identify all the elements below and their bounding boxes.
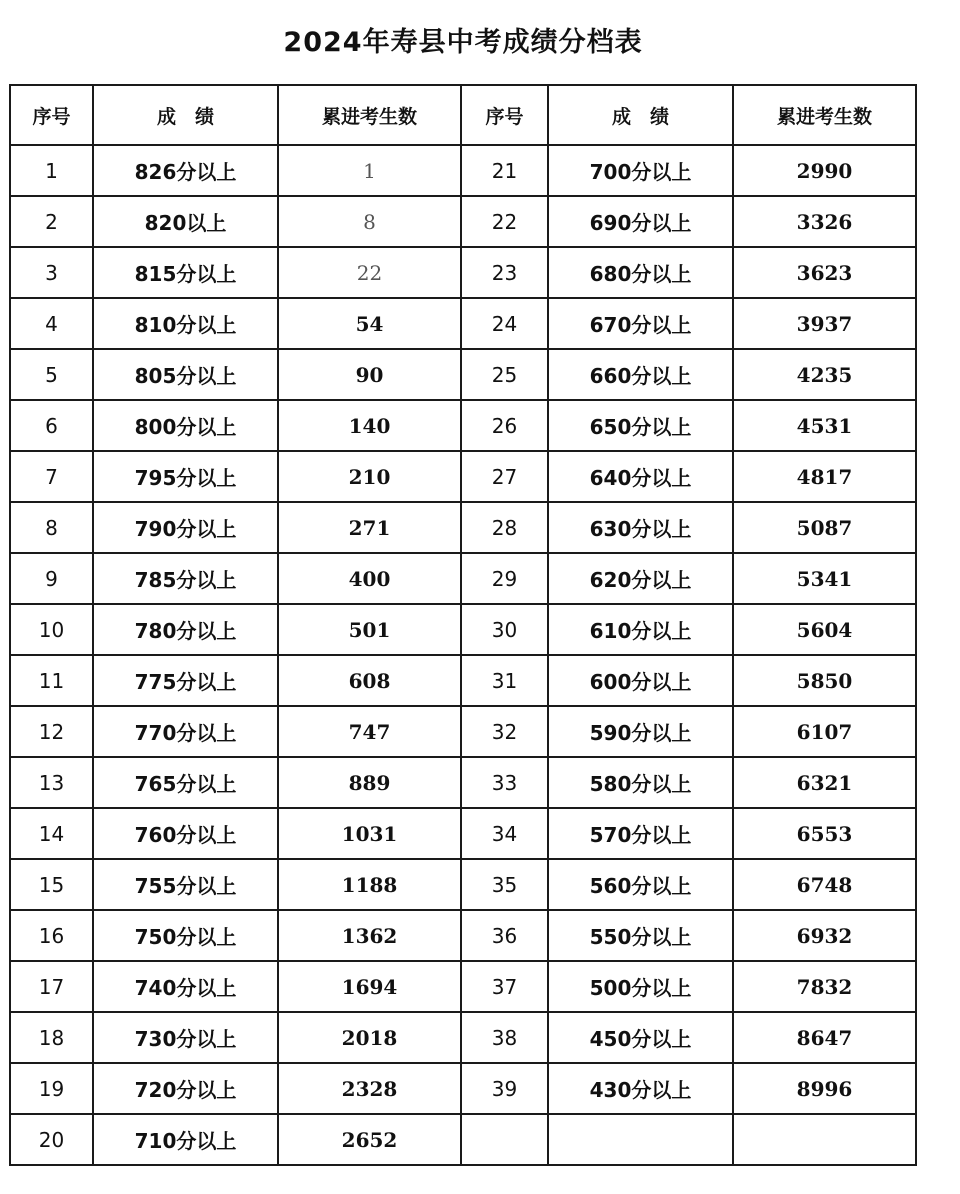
header-seq-right: 序号	[461, 85, 548, 145]
cell-count-right: 7832	[733, 961, 916, 1012]
cell-seq-left: 18	[10, 1012, 93, 1063]
cell-count-left: 2018	[278, 1012, 461, 1063]
cell-seq-left: 11	[10, 655, 93, 706]
cell-count-right: 3326	[733, 196, 916, 247]
table-row	[10, 859, 916, 910]
table-row	[10, 196, 916, 247]
cell-score-right: 630分以上	[548, 502, 733, 553]
cell-count-right: 4531	[733, 400, 916, 451]
cell-score-left: 765分以上	[93, 757, 278, 808]
cell-score-left: 720分以上	[93, 1063, 278, 1114]
cell-count-right: 6748	[733, 859, 916, 910]
cell-count-left: 608	[278, 655, 461, 706]
header-count-left: 累进考生数	[278, 85, 461, 145]
table-row	[10, 502, 916, 553]
page-title: 2024年寿县中考成绩分档表	[283, 27, 643, 58]
table-row	[10, 400, 916, 451]
cell-seq-left: 7	[10, 451, 93, 502]
cell-count-left: 1362	[278, 910, 461, 961]
cell-seq-right: 26	[461, 400, 548, 451]
cell-score-right: 690分以上	[548, 196, 733, 247]
cell-seq-left: 13	[10, 757, 93, 808]
table-row	[10, 961, 916, 1012]
cell-seq-right: 31	[461, 655, 548, 706]
cell-seq-right: 35	[461, 859, 548, 910]
cell-score-right: 430分以上	[548, 1063, 733, 1114]
cell-score-right: 560分以上	[548, 859, 733, 910]
cell-seq-left: 12	[10, 706, 93, 757]
cell-seq-left: 4	[10, 298, 93, 349]
cell-score-left: 826分以上	[93, 145, 278, 196]
table-row	[10, 808, 916, 859]
cell-score-left: 800分以上	[93, 400, 278, 451]
header-count-right: 累进考生数	[733, 85, 916, 145]
cell-count-left: 1694	[278, 961, 461, 1012]
cell-score-right: 640分以上	[548, 451, 733, 502]
cell-score-left: 805分以上	[93, 349, 278, 400]
cell-score-right: 570分以上	[548, 808, 733, 859]
header-score-right: 成 绩	[548, 85, 733, 145]
table-row	[10, 247, 916, 298]
table-row	[10, 145, 916, 196]
cell-score-right: 670分以上	[548, 298, 733, 349]
table-row	[10, 553, 916, 604]
table-row	[10, 604, 916, 655]
cell-score-right: 450分以上	[548, 1012, 733, 1063]
cell-seq-right: 37	[461, 961, 548, 1012]
cell-count-left: 1	[278, 145, 461, 196]
cell-count-right: 6553	[733, 808, 916, 859]
empty-cell	[548, 1114, 733, 1165]
cell-score-left: 790分以上	[93, 502, 278, 553]
cell-count-right: 4817	[733, 451, 916, 502]
cell-count-left: 140	[278, 400, 461, 451]
cell-count-right: 5087	[733, 502, 916, 553]
cell-score-left: 750分以上	[93, 910, 278, 961]
cell-count-left: 8	[278, 196, 461, 247]
cell-count-left: 2652	[278, 1114, 461, 1165]
table-row	[10, 1012, 916, 1063]
cell-seq-left: 19	[10, 1063, 93, 1114]
cell-seq-right: 38	[461, 1012, 548, 1063]
cell-count-right: 3937	[733, 298, 916, 349]
cell-score-right: 650分以上	[548, 400, 733, 451]
cell-score-left: 820以上	[93, 196, 278, 247]
table-row	[10, 706, 916, 757]
cell-count-right: 6932	[733, 910, 916, 961]
table-row	[10, 1063, 916, 1114]
cell-seq-right: 24	[461, 298, 548, 349]
cell-score-left: 780分以上	[93, 604, 278, 655]
cell-count-right: 6321	[733, 757, 916, 808]
cell-seq-right: 29	[461, 553, 548, 604]
cell-count-right: 2990	[733, 145, 916, 196]
cell-score-right: 590分以上	[548, 706, 733, 757]
cell-seq-left: 9	[10, 553, 93, 604]
table-row	[10, 298, 916, 349]
cell-count-left: 22	[278, 247, 461, 298]
cell-score-right: 680分以上	[548, 247, 733, 298]
cell-seq-right: 27	[461, 451, 548, 502]
cell-score-left: 810分以上	[93, 298, 278, 349]
cell-score-left: 785分以上	[93, 553, 278, 604]
cell-count-right: 5850	[733, 655, 916, 706]
cell-count-right: 4235	[733, 349, 916, 400]
cell-score-left: 760分以上	[93, 808, 278, 859]
cell-seq-right: 25	[461, 349, 548, 400]
cell-seq-left: 14	[10, 808, 93, 859]
table-row	[10, 349, 916, 400]
cell-count-left: 747	[278, 706, 461, 757]
cell-count-left: 54	[278, 298, 461, 349]
cell-count-right: 8647	[733, 1012, 916, 1063]
empty-cell	[733, 1114, 916, 1165]
cell-seq-left: 20	[10, 1114, 93, 1165]
cell-score-right: 580分以上	[548, 757, 733, 808]
score-band-table	[9, 84, 917, 1166]
cell-score-left: 730分以上	[93, 1012, 278, 1063]
cell-count-left: 210	[278, 451, 461, 502]
cell-seq-left: 6	[10, 400, 93, 451]
cell-seq-right: 30	[461, 604, 548, 655]
cell-score-left: 770分以上	[93, 706, 278, 757]
cell-count-right: 6107	[733, 706, 916, 757]
cell-seq-right: 39	[461, 1063, 548, 1114]
cell-seq-right: 23	[461, 247, 548, 298]
cell-seq-left: 2	[10, 196, 93, 247]
cell-seq-left: 10	[10, 604, 93, 655]
cell-score-left: 795分以上	[93, 451, 278, 502]
cell-seq-left: 16	[10, 910, 93, 961]
cell-seq-left: 5	[10, 349, 93, 400]
table-row	[10, 655, 916, 706]
cell-score-right: 550分以上	[548, 910, 733, 961]
cell-score-left: 710分以上	[93, 1114, 278, 1165]
cell-seq-left: 15	[10, 859, 93, 910]
cell-count-left: 90	[278, 349, 461, 400]
cell-score-left: 775分以上	[93, 655, 278, 706]
cell-seq-left: 8	[10, 502, 93, 553]
cell-count-left: 2328	[278, 1063, 461, 1114]
cell-seq-right: 33	[461, 757, 548, 808]
cell-count-left: 1188	[278, 859, 461, 910]
cell-count-left: 889	[278, 757, 461, 808]
table-header-row	[10, 85, 916, 145]
cell-score-right: 610分以上	[548, 604, 733, 655]
cell-score-right: 620分以上	[548, 553, 733, 604]
cell-seq-left: 1	[10, 145, 93, 196]
cell-score-right: 660分以上	[548, 349, 733, 400]
cell-score-left: 755分以上	[93, 859, 278, 910]
cell-score-right: 600分以上	[548, 655, 733, 706]
cell-count-right: 5341	[733, 553, 916, 604]
cell-count-left: 400	[278, 553, 461, 604]
table-row	[10, 1114, 916, 1165]
cell-count-right: 5604	[733, 604, 916, 655]
cell-seq-left: 17	[10, 961, 93, 1012]
header-seq-left: 序号	[10, 85, 93, 145]
cell-seq-right: 22	[461, 196, 548, 247]
empty-cell	[461, 1114, 548, 1165]
cell-seq-right: 28	[461, 502, 548, 553]
cell-count-right: 3623	[733, 247, 916, 298]
table-row	[10, 757, 916, 808]
cell-count-right: 8996	[733, 1063, 916, 1114]
cell-count-left: 1031	[278, 808, 461, 859]
cell-seq-right: 32	[461, 706, 548, 757]
table-body	[10, 145, 916, 1165]
cell-seq-left: 3	[10, 247, 93, 298]
cell-score-right: 500分以上	[548, 961, 733, 1012]
cell-count-left: 271	[278, 502, 461, 553]
cell-seq-right: 36	[461, 910, 548, 961]
header-score-left: 成 绩	[93, 85, 278, 145]
cell-seq-right: 34	[461, 808, 548, 859]
cell-count-left: 501	[278, 604, 461, 655]
cell-score-right: 700分以上	[548, 145, 733, 196]
cell-score-left: 740分以上	[93, 961, 278, 1012]
table-row	[10, 910, 916, 961]
cell-score-left: 815分以上	[93, 247, 278, 298]
cell-seq-right: 21	[461, 145, 548, 196]
table-row	[10, 451, 916, 502]
